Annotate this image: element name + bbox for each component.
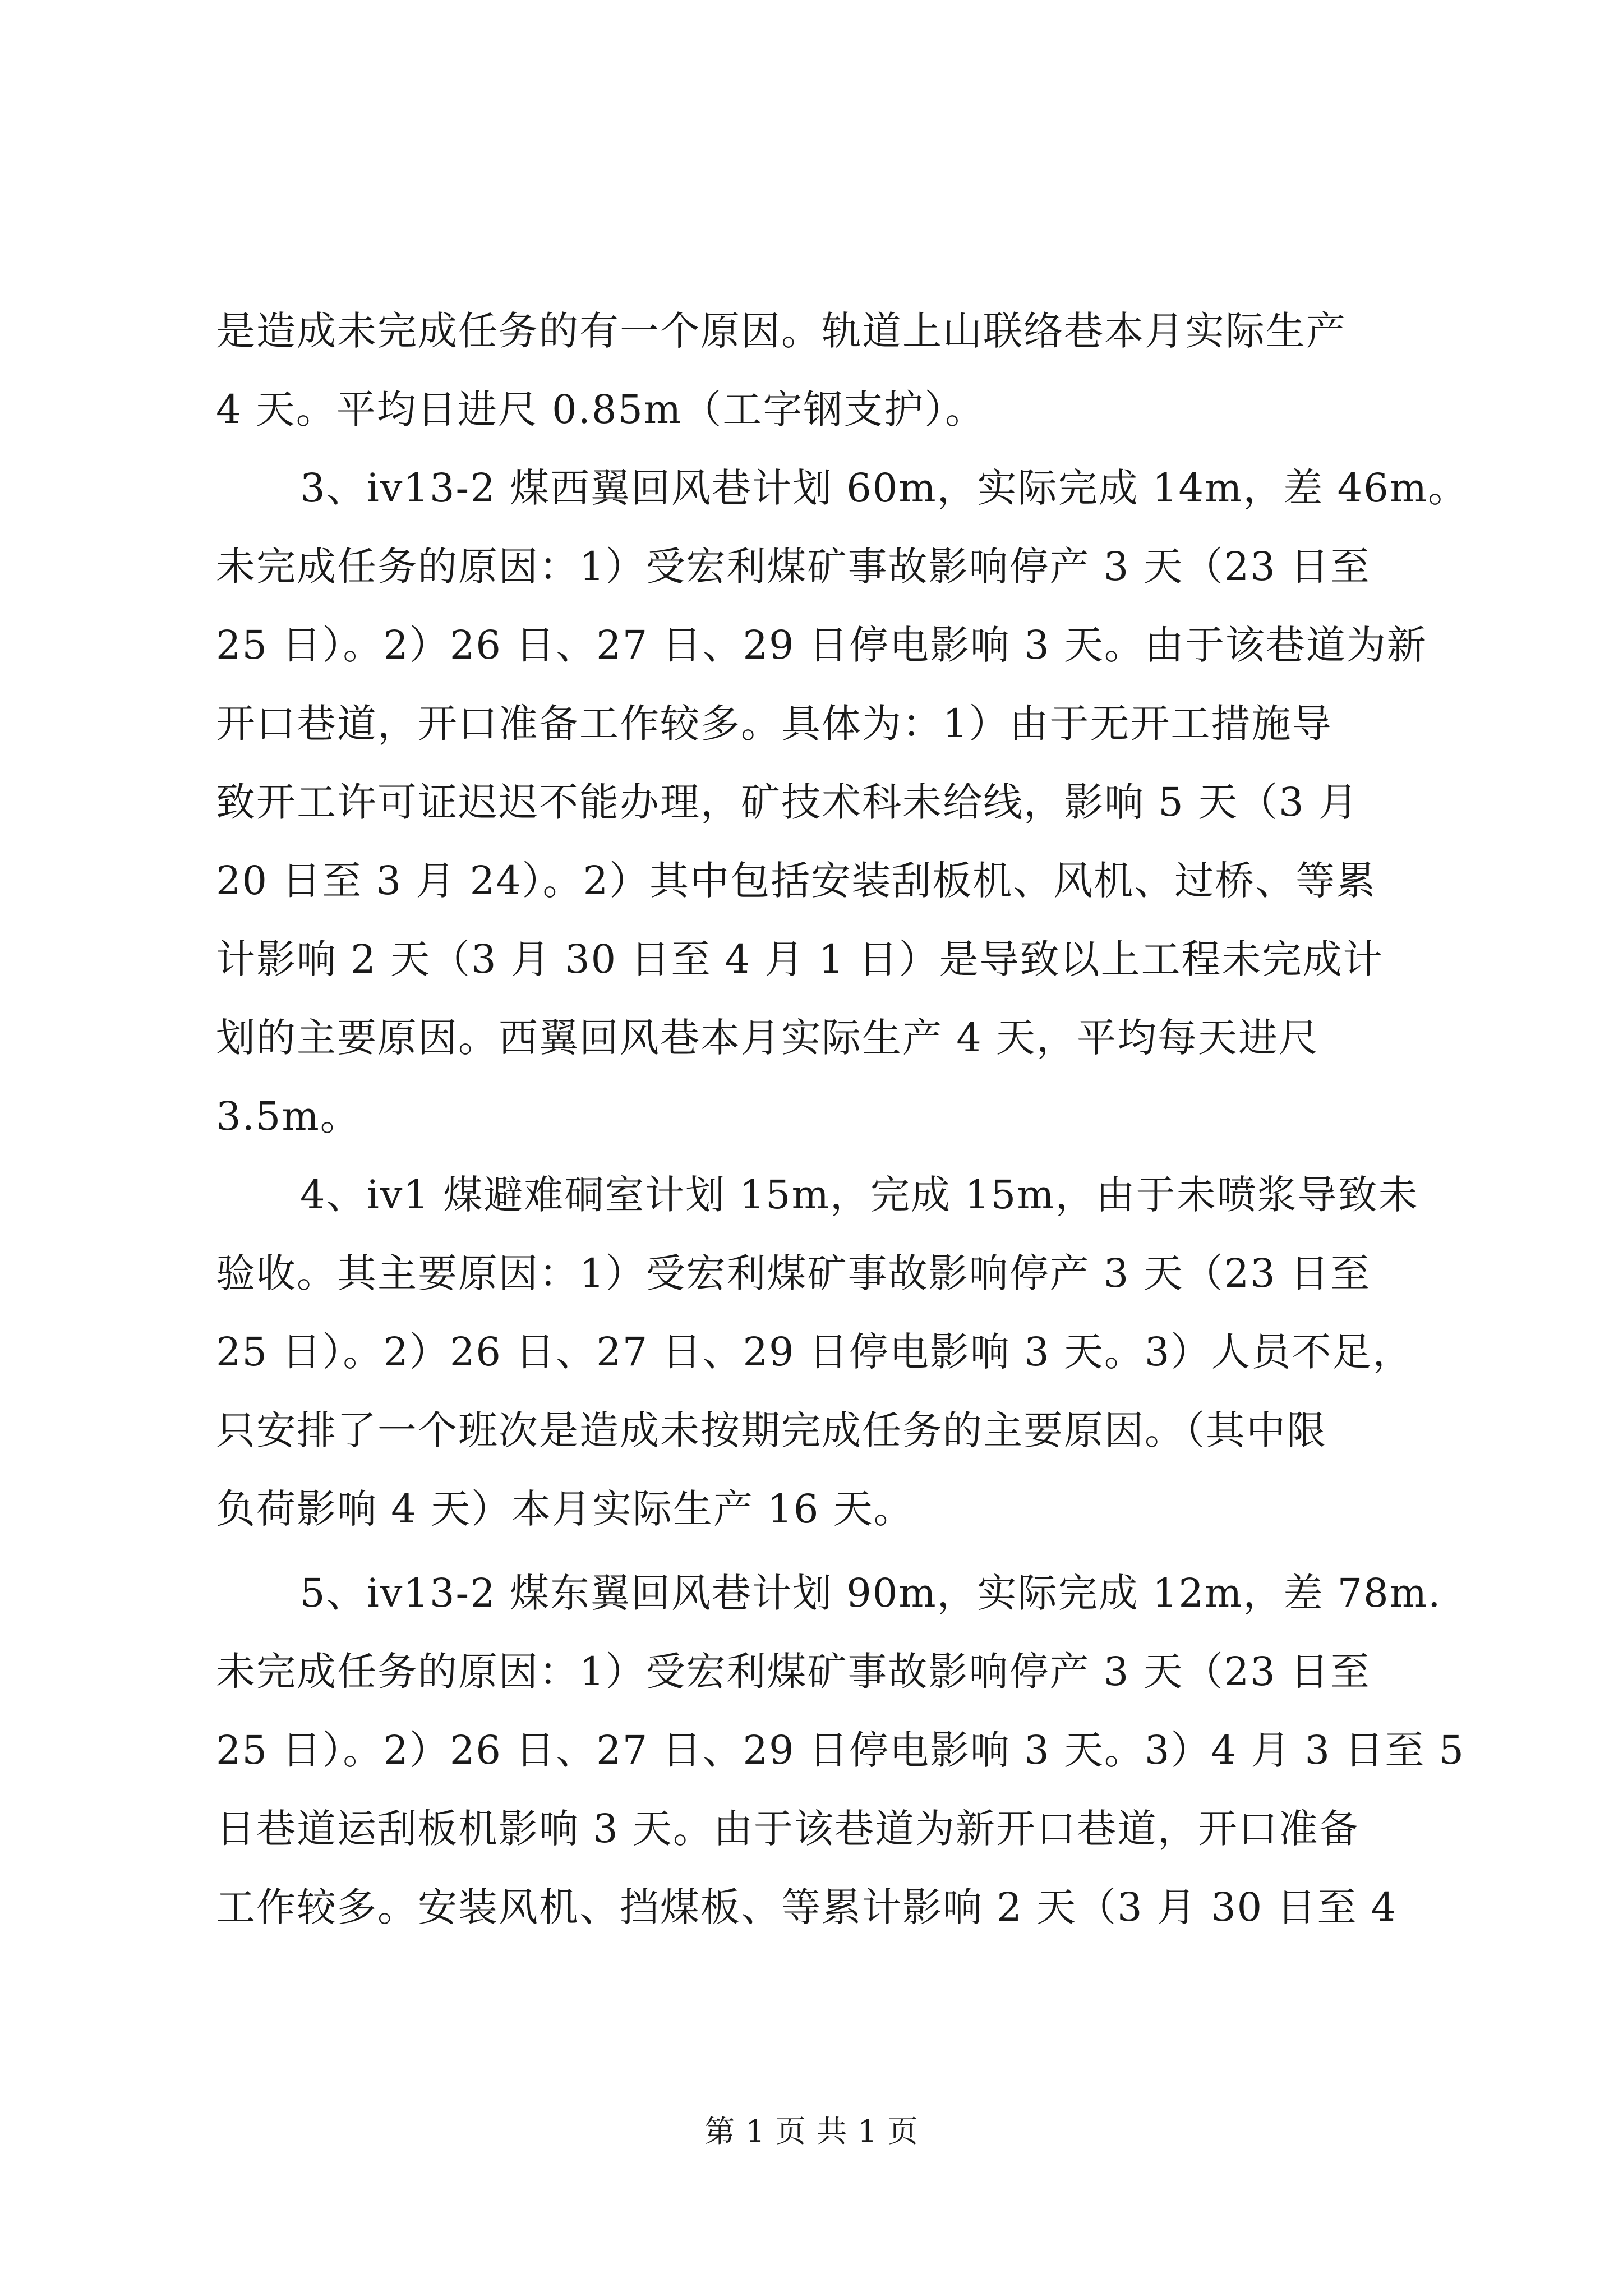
text-line-7: 致开工许可证迟迟不能办理，矿技术科未给线，影响 5 天（3 月 — [216, 779, 1359, 825]
text-line-1: 是造成未完成任务的有一个原因。轨道上山联络巷本月实际生产 — [216, 308, 1347, 354]
text-line-6: 开口巷道，开口准备工作较多。具体为：1）由于无开工措施导 — [216, 701, 1332, 747]
text-line-12: 4、iv1 煤避难硐室计划 15m，完成 15m，由于未喷浆导致未 — [300, 1172, 1419, 1218]
text-line-8: 20 日至 3 月 24）。2）其中包括安装刮板机、风机、过桥、等累 — [216, 858, 1377, 904]
text-line-16: 负荷影响 4 天）本月实际生产 16 天。 — [216, 1486, 914, 1532]
page-footer: 第 1 页 共 1 页 — [704, 2114, 919, 2149]
text-line-20: 日巷道运刮板机影响 3 天。由于该巷道为新开口巷道，开口准备 — [216, 1806, 1360, 1852]
text-line-19: 25 日）。2）26 日、27 日、29 日停电影响 3 天。3）4 月 3 日至 5 — [216, 1727, 1465, 1773]
text-line-9: 计影响 2 天（3 月 30 日至 4 月 1 日）是导致以上工程未完成计 — [216, 936, 1384, 982]
text-line-11: 3.5m。 — [216, 1093, 361, 1139]
text-line-15: 只安排了一个班次是造成未按期完成任务的主要原因。（其中限 — [216, 1407, 1327, 1453]
text-line-21: 工作较多。安装风机、挡煤板、等累计影响 2 天（3 月 30 日至 4 — [216, 1884, 1398, 1930]
text-line-18: 未完成任务的原因：1）受宏利煤矿事故影响停产 3 天（23 日至 — [216, 1649, 1371, 1695]
text-line-14: 25 日）。2）26 日、27 日、29 日停电影响 3 天。3）人员不足， — [216, 1329, 1413, 1375]
text-line-13: 验收。其主要原因：1）受宏利煤矿事故影响停产 3 天（23 日至 — [216, 1250, 1371, 1296]
text-line-4: 未完成任务的原因：1）受宏利煤矿事故影响停产 3 天（23 日至 — [216, 544, 1371, 590]
text-line-3: 3、iv13-2 煤西翼回风巷计划 60m，实际完成 14m，差 46m。 — [300, 465, 1469, 511]
text-line-17: 5、iv13-2 煤东翼回风巷计划 90m，实际完成 12m，差 78m. — [300, 1570, 1442, 1616]
text-line-5: 25 日）。2）26 日、27 日、29 日停电影响 3 天。由于该巷道为新 — [216, 622, 1427, 668]
text-line-2: 4 天。平均日进尺 0.85m（工字钢支护）。 — [216, 386, 986, 432]
text-line-10: 划的主要原因。西翼回风巷本月实际生产 4 天，平均每天进尺 — [216, 1015, 1320, 1061]
